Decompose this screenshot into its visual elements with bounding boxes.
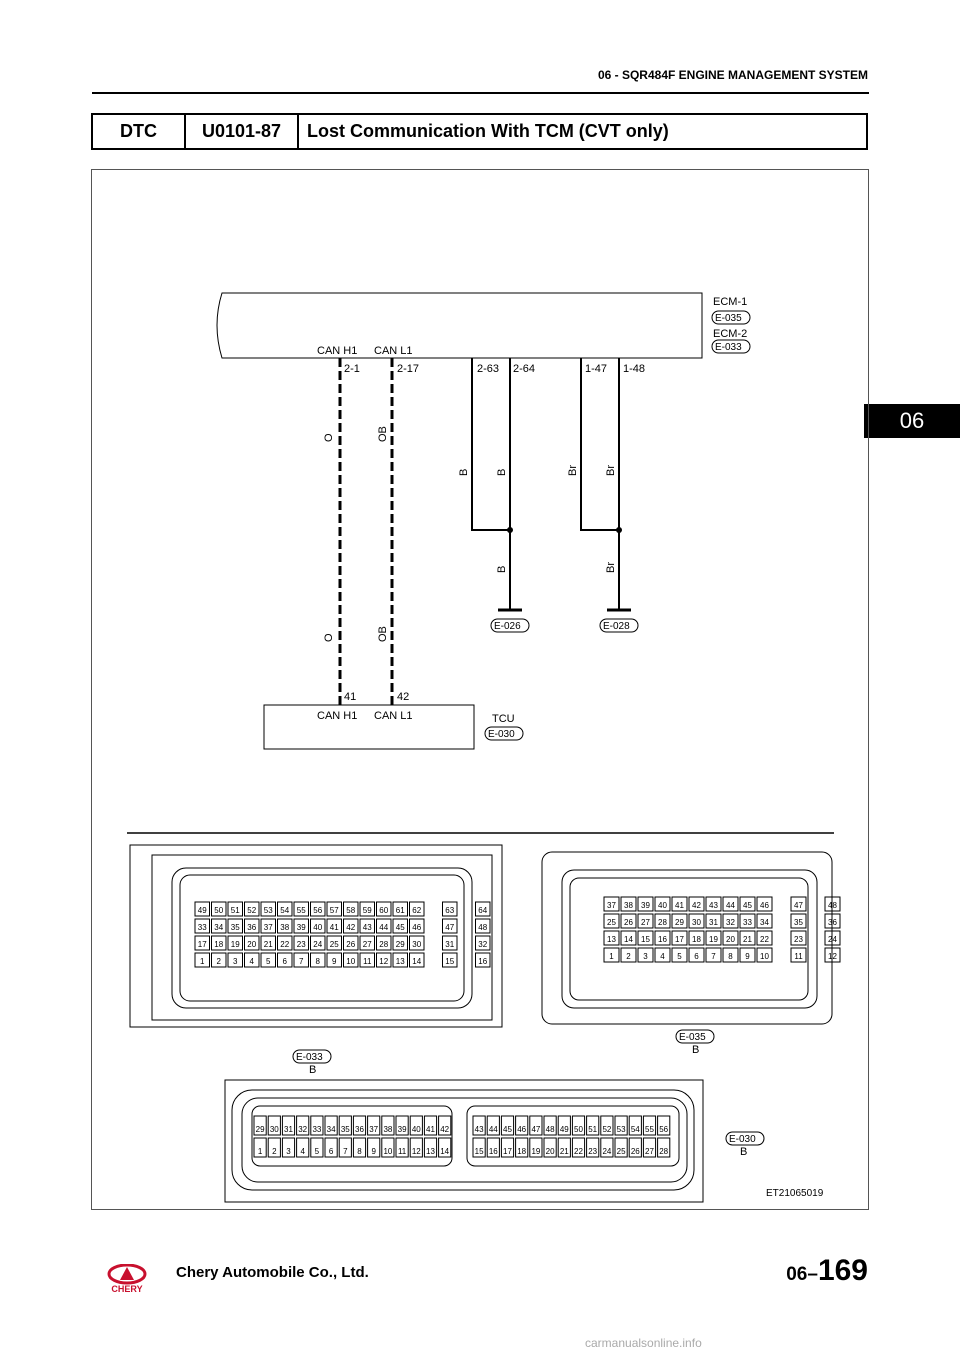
connector-pin-number: 9 <box>745 952 750 961</box>
wiring-diagram <box>91 169 869 1210</box>
connector-pin-number: 34 <box>760 918 769 927</box>
connector-pin-number: 61 <box>395 906 405 915</box>
connector-pin-number: 1 <box>257 1147 263 1156</box>
page-prefix: 06– <box>786 1264 818 1285</box>
connector-pin-number: 60 <box>379 906 389 915</box>
connector-pin-number: 44 <box>379 923 389 932</box>
connector-pin-number: 44 <box>726 901 735 910</box>
connector-pin-number: 50 <box>214 906 224 915</box>
connector-pin-number: 28 <box>658 918 667 927</box>
connector-pin-number: 25 <box>616 1147 626 1156</box>
connector-pin-number: 30 <box>692 918 701 927</box>
connector-pin-number: 16 <box>658 935 667 944</box>
connector-pin-number: 34 <box>326 1125 336 1134</box>
connector-pin-number: 2 <box>216 957 221 966</box>
connector-pin-number: 41 <box>426 1125 435 1134</box>
connector-pin-number: 31 <box>284 1125 293 1134</box>
connector-pin-number: 12 <box>411 1147 421 1156</box>
connector-pin-number: 58 <box>346 906 356 915</box>
connector-pin-number: 44 <box>488 1125 498 1134</box>
connector-pin-number: 40 <box>658 901 667 910</box>
connector-pin-number: 39 <box>641 901 650 910</box>
connector-pin-number: 36 <box>247 923 257 932</box>
e030-code: E-030 <box>729 1134 756 1145</box>
connector-pin-number: 53 <box>263 906 273 915</box>
e035-code: E-035 <box>679 1032 706 1043</box>
connector-pin-number: 42 <box>346 923 356 932</box>
connector-pin-number: 37 <box>607 901 616 910</box>
connector-pin-number: 32 <box>726 918 735 927</box>
connector-pin-number: 38 <box>280 923 290 932</box>
pin-2-1: 2-1 <box>344 363 360 375</box>
wire-color-ob-top: OB <box>377 426 389 442</box>
connector-pin-number: 17 <box>197 940 207 949</box>
connector-pin-number: 43 <box>362 923 372 932</box>
connector-pin-number: 42 <box>692 901 701 910</box>
connector-pin-number: 39 <box>397 1125 407 1134</box>
connector-pin-number: 33 <box>312 1125 322 1134</box>
ecm1-code: E-035 <box>715 313 742 324</box>
connector-pin-number: 24 <box>828 935 837 944</box>
connector-pin-number: 6 <box>328 1147 334 1156</box>
e033-pin-grid <box>195 902 490 967</box>
dtc-table <box>91 113 868 150</box>
connector-pin-number: 21 <box>263 940 273 949</box>
connector-pin-number: 36 <box>355 1125 364 1134</box>
pin-2-63: 2-63 <box>477 363 500 375</box>
connector-pin-number: 16 <box>478 957 488 966</box>
figure-id: ET21065019 <box>766 1188 824 1199</box>
connector-pin-number: 3 <box>233 957 238 966</box>
connector-pin-number: 32 <box>298 1125 308 1134</box>
connector-pin-number: 7 <box>711 952 716 961</box>
connector-pin-number: 15 <box>445 957 455 966</box>
connector-pin-number: 27 <box>641 918 650 927</box>
ecm2-code: E-033 <box>715 342 742 353</box>
dtc-label: DTC <box>93 115 186 148</box>
connector-pin-number: 48 <box>828 901 837 910</box>
pin-1-48: 1-48 <box>623 363 646 375</box>
connector-pin-number: 22 <box>280 940 290 949</box>
ground-e028: E-028 <box>603 621 630 632</box>
e030-pin-grid <box>254 1116 670 1157</box>
connector-pin-number: 27 <box>362 940 372 949</box>
connector-pin-number: 28 <box>379 940 389 949</box>
connector-pin-number: 15 <box>474 1147 484 1156</box>
connector-pin-number: 46 <box>760 901 769 910</box>
page-num: 169 <box>817 1254 868 1287</box>
connector-pin-number: 4 <box>300 1147 305 1156</box>
connector-pin-number: 63 <box>445 906 455 915</box>
connector-pin-number: 23 <box>588 1147 598 1156</box>
connector-pin-number: 47 <box>445 923 455 932</box>
connector-pin-number: 17 <box>675 935 684 944</box>
connector-pin-number: 52 <box>602 1125 612 1134</box>
connector-pin-number: 43 <box>474 1125 484 1134</box>
connector-pin-number: 5 <box>677 952 682 961</box>
ground-e026: E-026 <box>494 621 521 632</box>
connector-pin-number: 59 <box>362 906 372 915</box>
connector-pin-number: 51 <box>230 906 240 915</box>
pin-2-64: 2-64 <box>513 363 536 375</box>
connector-pin-number: 9 <box>371 1147 376 1156</box>
connector-pin-number: 26 <box>624 918 633 927</box>
connector-pin-number: 13 <box>395 957 405 966</box>
connector-pin-number: 27 <box>645 1147 654 1156</box>
e030-suffix: B <box>740 1146 748 1158</box>
wire-color-br-3: Br <box>605 562 617 573</box>
connector-pin-number: 49 <box>559 1125 569 1134</box>
connector-pin-number: 13 <box>426 1147 435 1156</box>
connector-pin-number: 48 <box>478 923 488 932</box>
ecm-can-l1: CAN L1 <box>374 345 413 357</box>
connector-pin-number: 10 <box>760 952 769 961</box>
pin-1-47: 1-47 <box>585 363 608 375</box>
connector-pin-number: 1 <box>200 957 205 966</box>
connector-pin-number: 43 <box>709 901 718 910</box>
connector-pin-number: 23 <box>296 940 306 949</box>
connector-pin-number: 38 <box>383 1125 393 1134</box>
connector-pin-number: 30 <box>412 940 422 949</box>
section-tab[interactable]: 06 <box>864 404 960 438</box>
connector-pin-number: 7 <box>343 1147 348 1156</box>
connector-pin-number: 31 <box>445 940 455 949</box>
connector-pin-number: 55 <box>296 906 306 915</box>
connector-pin-number: 19 <box>709 935 718 944</box>
connector-pin-number: 20 <box>726 935 735 944</box>
connector-pin-number: 23 <box>794 935 803 944</box>
pin-42: 42 <box>397 691 410 703</box>
connector-pin-number: 2 <box>272 1147 277 1156</box>
connector-pin-number: 26 <box>346 940 356 949</box>
connector-pin-number: 54 <box>280 906 290 915</box>
connector-pin-number: 49 <box>197 906 207 915</box>
connector-pin-number: 45 <box>743 901 752 910</box>
connector-pin-number: 40 <box>313 923 323 932</box>
connector-pin-number: 29 <box>255 1125 265 1134</box>
connector-pin-number: 39 <box>296 923 306 932</box>
connector-pin-number: 33 <box>197 923 207 932</box>
connector-pin-number: 54 <box>630 1125 640 1134</box>
connector-pin-number: 46 <box>412 923 422 932</box>
connector-pin-number: 33 <box>743 918 752 927</box>
tcu-can-h1: CAN H1 <box>317 710 358 722</box>
wire-color-o-top: O <box>323 433 335 442</box>
wire-color-o-bottom: O <box>323 633 335 642</box>
connector-pin-number: 55 <box>645 1125 654 1134</box>
connector-pin-number: 32 <box>478 940 488 949</box>
e033-suffix: B <box>309 1064 317 1076</box>
ecm-box <box>217 293 702 358</box>
connector-pin-number: 21 <box>743 935 752 944</box>
connector-pin-number: 40 <box>411 1125 421 1134</box>
connector-pin-number: 45 <box>503 1125 512 1134</box>
tcu-label: TCU <box>492 713 515 725</box>
connector-pin-number: 47 <box>531 1125 541 1134</box>
connector-pin-number: 20 <box>247 940 257 949</box>
connector-pin-number: 29 <box>675 918 684 927</box>
connector-pin-number: 8 <box>728 952 733 961</box>
connector-pin-number: 35 <box>230 923 240 932</box>
logo-text: CHERY <box>111 1284 143 1294</box>
connector-pin-number: 7 <box>299 957 304 966</box>
connector-pin-number: 30 <box>269 1125 279 1134</box>
watermark: carmanualsonline.info <box>585 1336 702 1350</box>
connector-pin-number: 18 <box>517 1147 527 1156</box>
connector-pin-number: 19 <box>531 1147 541 1156</box>
connector-pin-number: 12 <box>379 957 389 966</box>
connector-pin-number: 4 <box>660 952 665 961</box>
connector-pin-number: 45 <box>395 923 405 932</box>
connector-pin-number: 15 <box>641 935 650 944</box>
connector-pin-number: 6 <box>282 957 287 966</box>
connector-pin-number: 25 <box>329 940 339 949</box>
connector-pin-number: 22 <box>574 1147 583 1156</box>
wire-color-b-2: B <box>496 468 508 476</box>
connector-pin-number: 3 <box>286 1147 291 1156</box>
connector-pin-number: 8 <box>315 957 320 966</box>
connector-pin-number: 14 <box>624 935 633 944</box>
connector-pin-number: 51 <box>588 1125 598 1134</box>
ecm2-label: ECM-2 <box>713 328 748 340</box>
connector-pin-number: 21 <box>559 1147 569 1156</box>
connector-pin-number: 36 <box>828 918 837 927</box>
wire-color-br-2: Br <box>605 465 617 476</box>
tcu-code: E-030 <box>488 729 515 740</box>
connector-pin-number: 11 <box>794 952 803 961</box>
chery-logo-icon <box>92 1264 162 1294</box>
connector-pin-number: 57 <box>329 906 339 915</box>
connector-pin-number: 10 <box>346 957 356 966</box>
connector-pin-number: 5 <box>314 1147 320 1156</box>
connector-pin-number: 6 <box>694 952 699 961</box>
connector-pin-number: 2 <box>626 952 631 961</box>
connector-pin-number: 22 <box>760 935 769 944</box>
connector-pin-number: 4 <box>249 957 254 966</box>
connector-pin-number: 11 <box>397 1147 407 1156</box>
connector-pin-number: 38 <box>624 901 633 910</box>
connector-pin-number: 29 <box>395 940 405 949</box>
page-header: 06 - SQR484F ENGINE MANAGEMENT SYSTEM <box>597 68 868 82</box>
e035-suffix: B <box>692 1044 700 1056</box>
connector-pin-number: 24 <box>602 1147 612 1156</box>
connector-pin-number: 26 <box>630 1147 640 1156</box>
connector-pin-number: 20 <box>545 1147 555 1156</box>
e035-pin-grid <box>604 897 840 962</box>
e033-code: E-033 <box>296 1052 323 1063</box>
connector-pin-number: 35 <box>794 918 803 927</box>
dtc-code: U0101-87 <box>186 115 299 148</box>
connector-pin-number: 5 <box>266 957 271 966</box>
connector-pin-number: 13 <box>607 935 616 944</box>
tcu-can-l1: CAN L1 <box>374 710 413 722</box>
wire-color-ob-bottom: OB <box>377 626 389 642</box>
connector-pin-number: 1 <box>609 952 614 961</box>
connector-pin-number: 25 <box>607 918 616 927</box>
dtc-description: Lost Communication With TCM (CVT only) <box>307 121 669 141</box>
pin-2-17: 2-17 <box>397 363 420 375</box>
wire-color-br-1: Br <box>567 465 579 476</box>
connector-pin-number: 50 <box>574 1125 583 1134</box>
connector-pin-number: 14 <box>412 957 422 966</box>
connector-pin-number: 19 <box>230 940 240 949</box>
connector-pin-number: 18 <box>692 935 701 944</box>
footer-brand: Chery Automobile Co., Ltd. <box>176 1264 369 1281</box>
header-rule <box>92 92 869 94</box>
connector-pin-number: 28 <box>659 1147 669 1156</box>
ecm-can-h1: CAN H1 <box>317 345 358 357</box>
connector-pin-number: 37 <box>263 923 273 932</box>
connector-pin-number: 52 <box>247 906 257 915</box>
connector-pin-number: 18 <box>214 940 224 949</box>
wire-color-b-3: B <box>496 565 508 573</box>
connector-pin-number: 11 <box>363 957 372 966</box>
connector-pin-number: 37 <box>369 1125 379 1134</box>
connector-pin-number: 16 <box>488 1147 498 1156</box>
connector-pin-number: 31 <box>709 918 718 927</box>
connector-pin-number: 56 <box>313 906 323 915</box>
connector-pin-number: 24 <box>313 940 323 949</box>
connector-pin-number: 64 <box>478 906 488 915</box>
pin-41: 41 <box>344 691 357 703</box>
connector-pin-number: 46 <box>517 1125 527 1134</box>
connector-pin-number: 41 <box>329 923 339 932</box>
connector-pin-number: 3 <box>643 952 648 961</box>
connector-pin-number: 62 <box>412 906 422 915</box>
connector-pin-number: 35 <box>340 1125 350 1134</box>
connector-pin-number: 53 <box>616 1125 626 1134</box>
connector-pin-number: 56 <box>659 1125 669 1134</box>
connector-pin-number: 42 <box>440 1125 450 1134</box>
connector-pin-number: 9 <box>332 957 337 966</box>
page-number <box>786 1254 868 1288</box>
connector-pin-number: 17 <box>503 1147 512 1156</box>
connector-pin-number: 41 <box>675 901 684 910</box>
connector-pin-number: 12 <box>828 952 837 961</box>
connector-pin-number: 34 <box>214 923 224 932</box>
connector-pin-number: 47 <box>794 901 803 910</box>
diagram-svg <box>92 170 870 1211</box>
ecm1-label: ECM-1 <box>713 296 748 308</box>
tcu-box <box>264 705 474 749</box>
connector-pin-number: 8 <box>357 1147 362 1156</box>
connector-pin-number: 48 <box>545 1125 555 1134</box>
connector-pin-number: 10 <box>383 1147 393 1156</box>
wire-color-b-1: B <box>458 468 470 476</box>
connector-pin-number: 14 <box>440 1147 450 1156</box>
